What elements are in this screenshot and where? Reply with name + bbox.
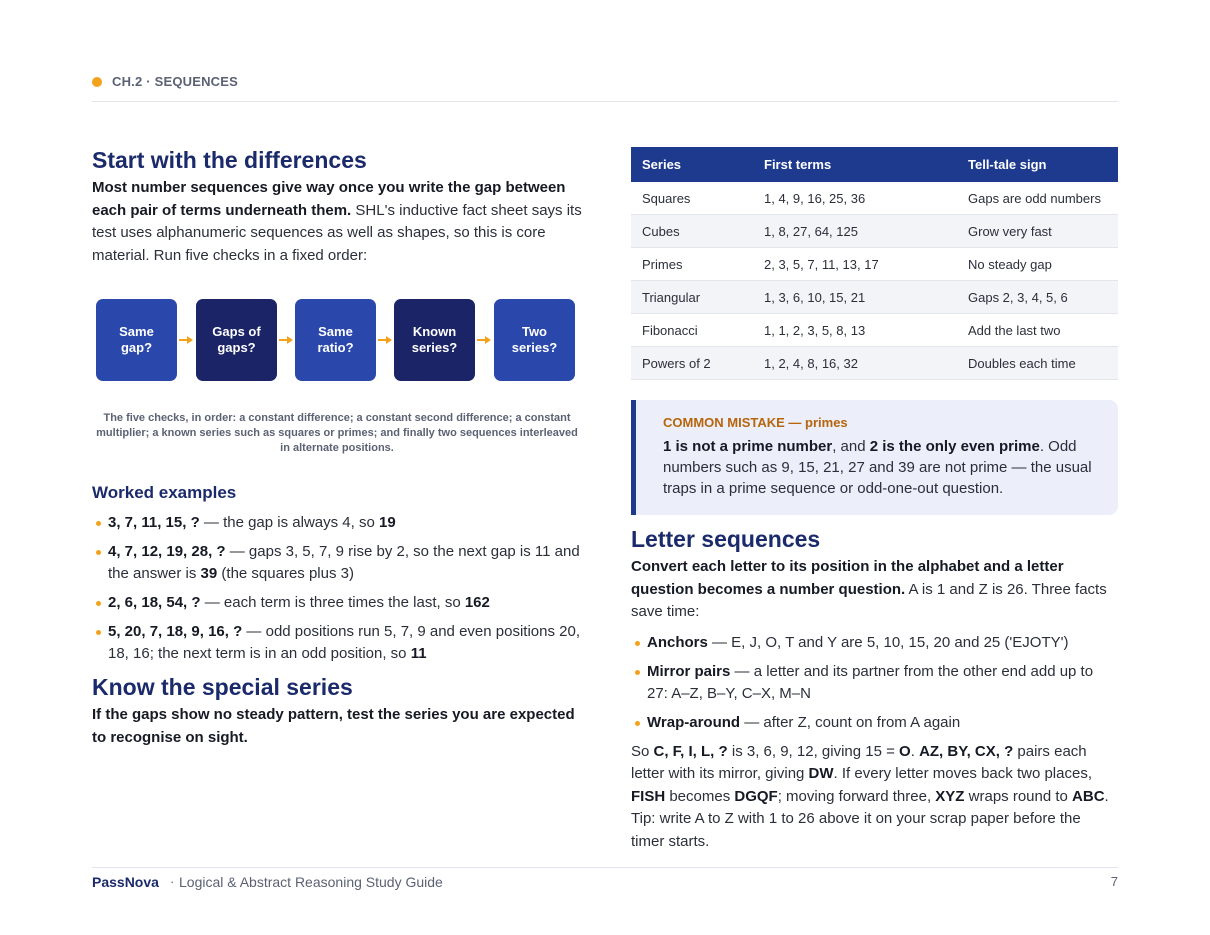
list-item: Wrap-around — after Z, count on from A again	[631, 712, 1118, 734]
list-item: Mirror pairs — a letter and its partner from the other end add up to 27: A–Z, B–Y, C–X, M–N	[631, 661, 1118, 705]
page-header	[92, 74, 1118, 102]
worked-examples-list	[92, 512, 582, 665]
diagram-caption: The five checks, in order: a constant difference; a constant second difference; a constant multiplier; a known series such as squares or primes; and finally two sequences interleaved in alternate positions.	[96, 412, 578, 454]
check-box-same-gap: Same gap?	[96, 299, 177, 381]
checks-flow-diagram	[92, 299, 582, 383]
list-item: 2, 6, 18, 54, ? — each term is three times the last, so 162	[92, 592, 582, 614]
arrow-right-icon	[278, 334, 294, 346]
callout-body: 1 is not a prime number, and 2 is the only even prime. Odd numbers such as 9, 15, 21, 27 and 39 are not prime — the usual traps in a prime sequence or odd-one-out question.	[663, 438, 1092, 497]
page-number: 7	[1110, 874, 1118, 889]
special-series-table	[631, 147, 1118, 380]
arrow-right-icon	[178, 334, 194, 346]
list-item: 3, 7, 11, 15, ? — the gap is always 4, so 19	[92, 512, 582, 534]
table-header-row	[631, 147, 1118, 182]
check-box-two-series: Two series?	[494, 299, 575, 381]
right-column	[631, 147, 1118, 853]
bullet-icon	[96, 630, 101, 635]
section-title-special-series: Know the special series	[92, 674, 353, 700]
section-title-letter-sequences: Letter sequences	[631, 526, 821, 552]
table-row: Powers of 2 1, 2, 4, 8, 16, 32 Doubles each time	[631, 347, 1118, 380]
table-row: Squares 1, 4, 9, 16, 25, 36 Gaps are odd numbers	[631, 182, 1118, 215]
callout-title: COMMON MISTAKE — primes	[663, 415, 848, 430]
chapter-dot-icon	[92, 77, 102, 87]
guide-title: Logical & Abstract Reasoning Study Guide	[179, 874, 443, 890]
brand-name: PassNova	[92, 874, 159, 890]
intro-rest: SHL's inductive fact sheet says its test uses alphanumeric sequences as well as shapes, so this is core material. Run five checks in a fixed order:	[92, 201, 582, 264]
bullet-icon	[635, 670, 640, 675]
bullet-icon	[96, 601, 101, 606]
table-row: Fibonacci 1, 1, 2, 3, 5, 8, 13 Add the last two	[631, 314, 1118, 347]
section-title-differences: Start with the differences	[92, 147, 367, 173]
check-box-known-series: Known series?	[394, 299, 475, 381]
list-item: Anchors — E, J, O, T and Y are 5, 10, 15, 20 and 25 ('EJOTY')	[631, 632, 1118, 654]
bullet-icon	[635, 641, 640, 646]
list-item: 5, 20, 7, 18, 9, 16, ? — odd positions run 5, 7, 9 and even positions 20, 18, 16; the next term is in an odd position, so 11	[92, 621, 582, 665]
table-row: Primes 2, 3, 5, 7, 11, 13, 17 No steady gap	[631, 248, 1118, 281]
chapter-label: CH.2 · SEQUENCES	[112, 74, 239, 89]
column-header: First terms	[753, 147, 957, 182]
column-header: Series	[631, 147, 753, 182]
intro-paragraph	[92, 177, 582, 267]
arrow-right-icon	[377, 334, 393, 346]
check-box-same-ratio: Same ratio?	[295, 299, 376, 381]
check-box-gaps-of-gaps: Gaps of gaps?	[196, 299, 277, 381]
intro-bold: Most number sequences give way once you write the gap between each pair of terms underneath them.	[92, 179, 566, 219]
list-item: 4, 7, 12, 19, 28, ? — gaps 3, 5, 7, 9 rise by 2, so the next gap is 11 and the answer is 39 (the squares plus 3)	[92, 541, 582, 585]
bullet-icon	[96, 550, 101, 555]
table-row: Triangular 1, 3, 6, 10, 15, 21 Gaps 2, 3, 4, 5, 6	[631, 281, 1118, 314]
worked-examples-title: Worked examples	[92, 483, 237, 502]
footer-separator: ·	[170, 874, 175, 889]
special-series-text: If the gaps show no steady pattern, test the series you are expected to recognise on sight.	[92, 706, 575, 746]
letters-intro-paragraph: Convert each letter to its position in the alphabet and a letter question becomes a number question. A is 1 and Z is 26. Three facts save time:	[631, 558, 1107, 620]
left-column	[92, 145, 582, 749]
letters-examples-paragraph: So C, F, I, L, ? is 3, 6, 9, 12, giving 15 = O. AZ, BY, CX, ? pairs each letter with its mirror, giving DW. If every letter moves back two places, FISH becomes DGQF; moving forward three, XYZ wraps round to ABC. Tip: write A to Z with 1 to 26 above it on your scrap paper before the timer starts.	[631, 742, 1109, 850]
letter-facts-list	[631, 632, 1118, 734]
common-mistake-callout	[631, 400, 1118, 515]
column-header: Tell-tale sign	[957, 147, 1118, 182]
bullet-icon	[635, 721, 640, 726]
arrow-right-icon	[476, 334, 492, 346]
page-footer	[92, 867, 1118, 898]
bullet-icon	[96, 521, 101, 526]
table-row: Cubes 1, 8, 27, 64, 125 Grow very fast	[631, 215, 1118, 248]
